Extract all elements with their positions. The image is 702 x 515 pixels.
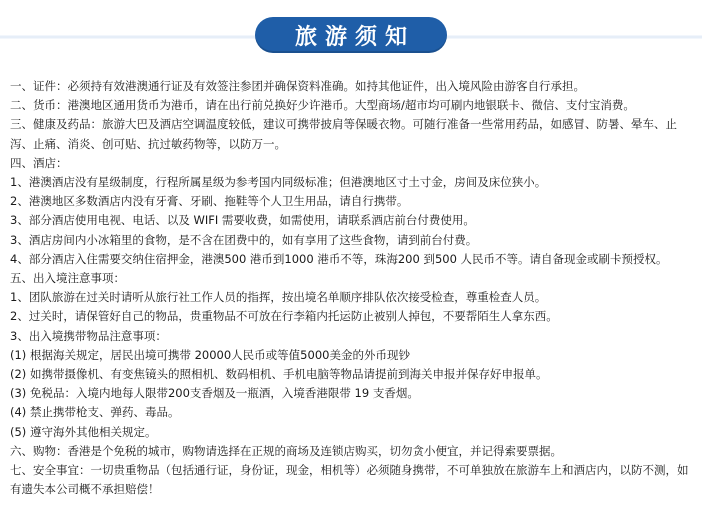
- notice-line: 1、港澳酒店没有星级制度，行程所属星级为参考国内同级标准；但港澳地区寸土寸金，房间及床位狭小。: [10, 175, 547, 190]
- notice-line: 4、部分酒店入住需要交纳住宿押金，港澳500 港币到1000 港币不等，珠海200 到500 人民币不等。请自备现金或刷卡预授权。: [10, 251, 668, 266]
- notice-line: (2) 如携带摄像机、有变焦镜头的照相机、数码相机、手机电脑等物品请提前到海关申报并保存好申报单。: [10, 367, 548, 382]
- notice-line: (3) 免税品：入境内地每人限带200支香烟及一瓶酒，入境香港限带 19 支香烟。: [10, 386, 419, 401]
- header: [0, 0, 702, 62]
- title-banner: [255, 17, 447, 53]
- notice-line: 泻、止痛、消炎、创可贴、抗过敏药物等，以防万一。: [10, 136, 286, 151]
- notice-line: (4) 禁止携带枪支、弹药、毒品。: [10, 405, 180, 420]
- notice-line: 2、港澳地区多数酒店内没有牙膏、牙刷、拖鞋等个人卫生用品，请自行携带。: [10, 194, 409, 209]
- notice-line: 1、团队旅游在过关时请听从旅行社工作人员的指挥，按出境名单顺序排队依次接受检查，尊重检查人员。: [10, 290, 547, 305]
- notice-line: 3、部分酒店使用电视、电话、以及 WIFI 需要收费，如需使用，请联系酒店前台付费使用。: [10, 213, 475, 228]
- notice-line: (5) 遵守海外其他相关规定。: [10, 424, 157, 439]
- notice-line: 七、安全事宜：一切贵重物品（包括通行证，身份证，现金，相机等）必须随身携带，不可单独放在旅游车上和酒店内，以防不测，如: [10, 463, 689, 478]
- notice-line: 3、酒店房间内小冰箱里的食物，是不含在团费中的，如有享用了这些食物，请到前台付费。: [10, 232, 478, 247]
- notice-line: 五、出入境注意事项：: [10, 271, 125, 286]
- notice-line: 二、货币：港澳地区通用货币为港币，请在出行前兑换好少许港币。大型商场/超市均可刷内地银联卡、微信、支付宝消费。: [10, 98, 635, 113]
- notice-line: (1) 根据海关规定，居民出境可携带 20000人民币或等值5000美金的外币现钞: [10, 347, 410, 362]
- notice-line: 一、证件：必须持有效港澳通行证及有效签注参团并确保资料准确。如持其他证件，出入境风险由游客自行承担。: [10, 79, 585, 93]
- notice-line: 四、酒店：: [10, 155, 68, 170]
- page-title: 旅游须知: [294, 24, 415, 50]
- notice-line: 有遗失本公司概不承担赔偿！: [10, 482, 160, 497]
- notice-line: 3、出入境携带物品注意事项：: [10, 328, 167, 343]
- notice-line: 三、健康及药品：旅游大巴及酒店空调温度较低，建议可携带披肩等保暖衣物。可随行准备一些常用药品，如感冒、防暑、晕车、止: [10, 117, 677, 132]
- notice-body: [10, 77, 696, 499]
- notice-line: 2、过关时，请保管好自己的物品，贵重物品不可放在行李箱内托运防止被别人掉包，不要帮陌生人拿东西。: [10, 309, 558, 324]
- notice-line: 六、购物：香港是个免税的城市，购物请选择在正规的商场及连锁店购买，切勿贪小便宜，并记得索要票据。: [10, 443, 562, 458]
